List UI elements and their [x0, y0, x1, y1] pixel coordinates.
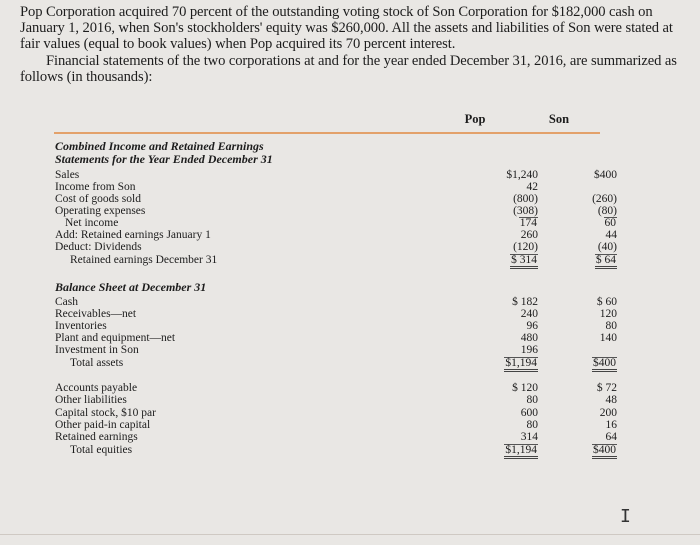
son-value — [571, 357, 617, 372]
son-value: (260) — [592, 193, 617, 205]
header-rule — [54, 132, 600, 134]
son-value: $ 72 — [596, 382, 617, 394]
row-label: Inventories — [55, 320, 107, 332]
row-label: Net income — [65, 217, 119, 229]
son-value: 200 — [599, 407, 617, 419]
pop-value — [492, 217, 538, 229]
row-label: Retained earnings — [55, 431, 138, 443]
row-label: Investment in Son — [55, 344, 139, 356]
pop-value: 314 — [520, 431, 538, 443]
subtotal-pop: 174 — [519, 217, 537, 229]
row-label: Other paid-in capital — [55, 419, 151, 431]
son-value: (40) — [597, 241, 617, 253]
problem-text — [20, 4, 685, 85]
table-row — [55, 217, 615, 229]
pop-value: 240 — [520, 308, 538, 320]
row-label: Deduct: Dividends — [55, 241, 142, 253]
table-row — [55, 181, 615, 193]
row-label: Accounts payable — [55, 382, 138, 394]
table-row — [55, 296, 615, 308]
income-statement-title — [55, 140, 335, 166]
total-assets-pop: $1,194 — [504, 357, 538, 372]
table-row — [55, 407, 615, 419]
table-row — [55, 332, 615, 344]
total-son: $ 64 — [595, 254, 617, 269]
table-row — [55, 444, 615, 456]
pop-value: 96 — [526, 320, 538, 332]
row-label: Add: Retained earnings January 1 — [55, 229, 211, 241]
pop-value — [492, 444, 538, 459]
table-row — [55, 169, 615, 181]
son-value: 140 — [599, 332, 617, 344]
son-value: 48 — [605, 394, 617, 406]
total-equities-pop: $1,194 — [504, 444, 538, 459]
total-assets-son: $400 — [592, 357, 617, 372]
table-row — [55, 229, 615, 241]
row-label: Capital stock, $10 par — [55, 407, 156, 419]
row-label: Total assets — [70, 357, 124, 369]
income-title-line-1: Combined Income and Retained Earnings — [55, 139, 264, 153]
row-label: Income from Son — [55, 181, 136, 193]
table-row — [55, 431, 615, 443]
row-label: Total equities — [70, 444, 133, 456]
column-header-pop: Pop — [464, 112, 486, 126]
pop-value: 480 — [520, 332, 538, 344]
pop-value: (120) — [513, 241, 538, 253]
pop-value: $ 182 — [512, 296, 538, 308]
total-pop: $ 314 — [510, 254, 538, 269]
text-cursor-icon: I — [620, 506, 631, 527]
balance-sheet-title: Balance Sheet at December 31 — [55, 280, 207, 294]
table-row — [55, 382, 615, 394]
row-label: Operating expenses — [55, 205, 146, 217]
row-label: Retained earnings December 31 — [70, 254, 218, 266]
row-label: Receivables—net — [55, 308, 137, 320]
row-label: Plant and equipment—net — [55, 332, 176, 344]
pop-value: 80 — [526, 419, 538, 431]
pop-value: (800) — [513, 193, 538, 205]
table-row — [55, 205, 615, 217]
son-value: (80) — [597, 205, 617, 217]
page-divider — [0, 534, 700, 535]
subtotal-son: 60 — [604, 217, 616, 229]
son-value: $ 60 — [596, 296, 617, 308]
table-row — [55, 308, 615, 320]
row-label: Sales — [55, 169, 80, 181]
row-label: Cash — [55, 296, 78, 308]
pop-value: 196 — [520, 344, 538, 356]
son-value — [571, 254, 617, 269]
son-value: 120 — [599, 308, 617, 320]
pop-value: $1,240 — [506, 169, 538, 181]
table-row — [55, 394, 615, 406]
son-value: $400 — [594, 169, 617, 181]
son-value: 80 — [605, 320, 617, 332]
table-row — [55, 320, 615, 332]
income-title-line-2: Statements for the Year Ended December 31 — [55, 152, 273, 166]
table-row — [55, 419, 615, 431]
son-value: 16 — [605, 419, 617, 431]
son-value: 44 — [605, 229, 617, 241]
pop-value — [492, 357, 538, 372]
table-row — [55, 344, 615, 356]
pop-value: $ 120 — [512, 382, 538, 394]
table-row — [55, 193, 615, 205]
row-label: Other liabilities — [55, 394, 127, 406]
column-header-son: Son — [548, 112, 570, 126]
table-row — [55, 254, 615, 266]
intro-paragraph-1: Pop Corporation acquired 70 percent of the outstanding voting stock of Son Corporation for $182,000 cash on January 1, 2016, when Son's stockholders' equity was $260,000. All the assets and liabilities of Son were stated at fair values (equal to book values) when Pop acquired its 70 percent interest. — [20, 4, 673, 53]
pop-value: 260 — [520, 229, 538, 241]
son-value — [571, 444, 617, 459]
son-value: 64 — [605, 431, 617, 443]
pop-value — [492, 254, 538, 269]
pop-value: 600 — [520, 407, 538, 419]
pop-value: 80 — [526, 394, 538, 406]
intro-paragraph-2: Financial statements of the two corporations at and for the year ended December 31, 2016, are summarized as follows (in thousands): — [20, 52, 677, 85]
pop-value: 42 — [526, 181, 538, 193]
son-value — [571, 217, 617, 229]
table-row — [55, 357, 615, 369]
row-label: Cost of goods sold — [55, 193, 141, 205]
pop-value: (308) — [513, 205, 538, 217]
total-equities-son: $400 — [592, 444, 617, 459]
table-row — [55, 241, 615, 253]
